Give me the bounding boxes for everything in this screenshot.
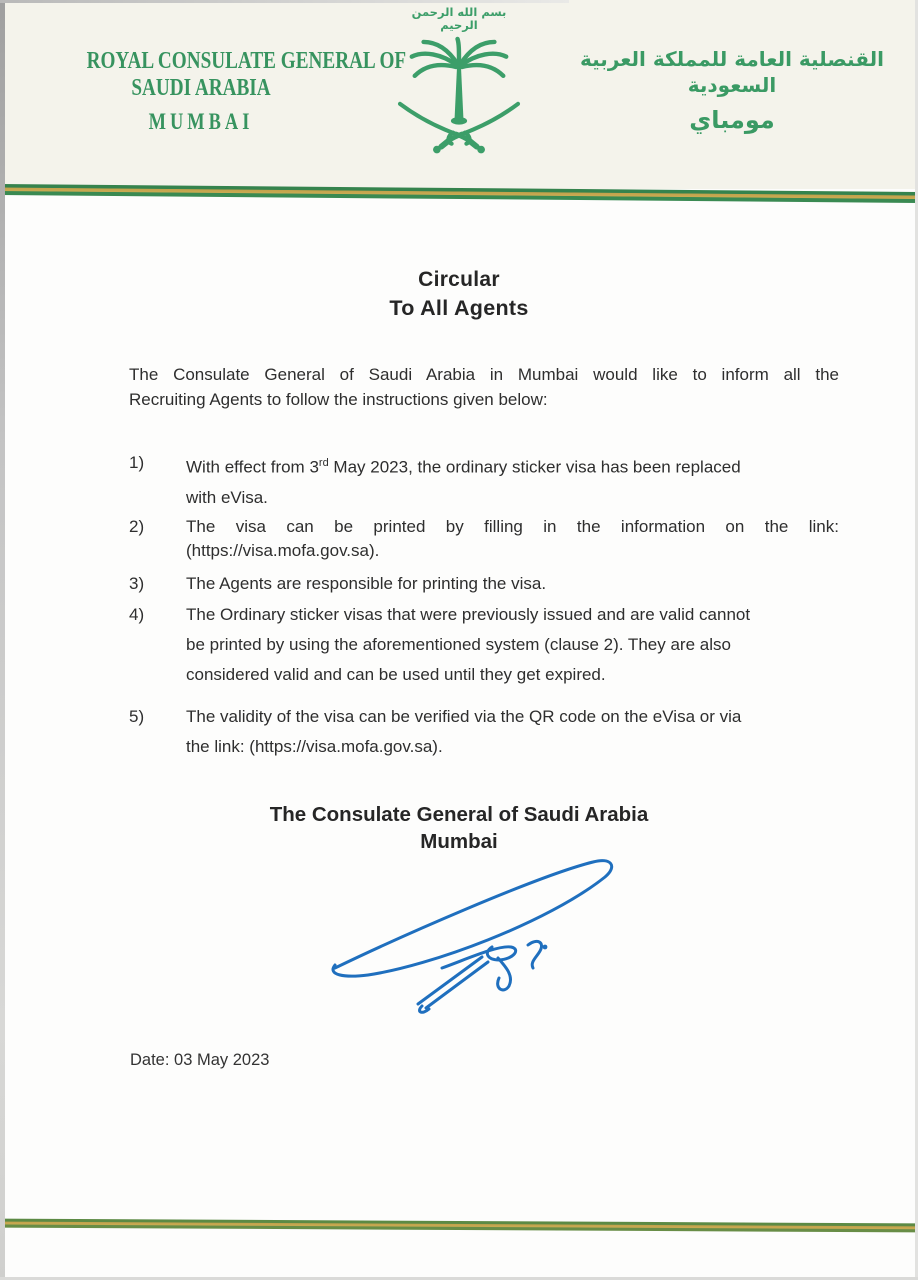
item-line: The visa can be printed by filling in the information on the link:: [186, 516, 839, 536]
intro-line: Recruiting Agents to follow the instructions given below:: [129, 390, 548, 409]
list-item-4: [129, 600, 839, 690]
list-item-2: [129, 515, 839, 563]
item-number: 2): [129, 516, 145, 536]
item-line: considered valid and can be used until they get expired.: [186, 664, 606, 684]
item-number: 5): [129, 706, 145, 726]
scan-edge-top: [0, 0, 569, 3]
item-line: [186, 448, 839, 483]
list-item-1: [129, 448, 839, 513]
item-text: [186, 702, 839, 762]
item-line: with eVisa.: [186, 487, 268, 507]
arabic-title-line: القنصلية العامة للمملكة العربية السعودية: [580, 47, 884, 97]
item-text: [186, 515, 839, 563]
item-number: 3): [129, 573, 145, 593]
palm-and-crossed-swords-icon: [384, 36, 534, 154]
title-circular: Circular: [418, 268, 500, 291]
date-line: Date: 03 May 2023: [130, 1051, 270, 1069]
intro-paragraph: [129, 362, 839, 412]
consulate-name-arabic: [576, 46, 888, 134]
item-line: the link: (https://visa.mofa.gov.sa).: [186, 736, 443, 756]
item-line-text: May 2023, the ordinary sticker visa has been replaced: [328, 457, 741, 477]
arabic-city-line: مومباي: [689, 106, 775, 134]
org-name-line: ROYAL CONSULATE GENERAL OF: [86, 48, 407, 74]
item-line: (https://visa.mofa.gov.sa).: [186, 540, 380, 560]
item-line: The Agents are responsible for printing the visa.: [186, 573, 547, 593]
list-item-3: [129, 572, 839, 596]
item-line: The Ordinary sticker visas that were previously issued and are valid cannot: [186, 604, 751, 624]
closing-city-line: Mumbai: [420, 830, 498, 853]
item-line: be printed by using the aforementioned system (clause 2). They are also: [186, 634, 731, 654]
org-city-line: MUMBAI: [148, 109, 254, 134]
scan-edge-left: [0, 0, 5, 1280]
list-item-5: [129, 702, 839, 762]
ordinal-superscript: rd: [318, 457, 329, 469]
consulate-name-english: [58, 48, 407, 135]
document-title: [0, 266, 918, 322]
item-text: [186, 572, 839, 596]
item-text: [186, 600, 839, 690]
org-name-line: SAUDI ARABIA: [131, 75, 271, 101]
item-line: The validity of the visa can be verified via the QR code on the eVisa or via: [186, 706, 742, 726]
closing-org-line: The Consulate General of Saudi Arabia: [269, 803, 649, 826]
title-to-all-agents: To All Agents: [389, 296, 529, 320]
saudi-emblem: [374, 6, 544, 154]
footer-band: [0, 1219, 918, 1233]
item-number: 4): [129, 604, 145, 624]
item-text: [186, 448, 839, 513]
palm-tree-icon: [412, 39, 506, 125]
item-number: 1): [129, 453, 145, 472]
letter-body: [129, 362, 839, 762]
signature-scribble: [302, 846, 647, 1018]
item-line-text: With effect from 3: [186, 457, 319, 477]
intro-line: The Consulate General of Saudi Arabia in Mumbai would like to inform all the: [129, 365, 839, 384]
bismillah-calligraphy: بسم الله الرحمن الرحيم: [411, 5, 507, 33]
